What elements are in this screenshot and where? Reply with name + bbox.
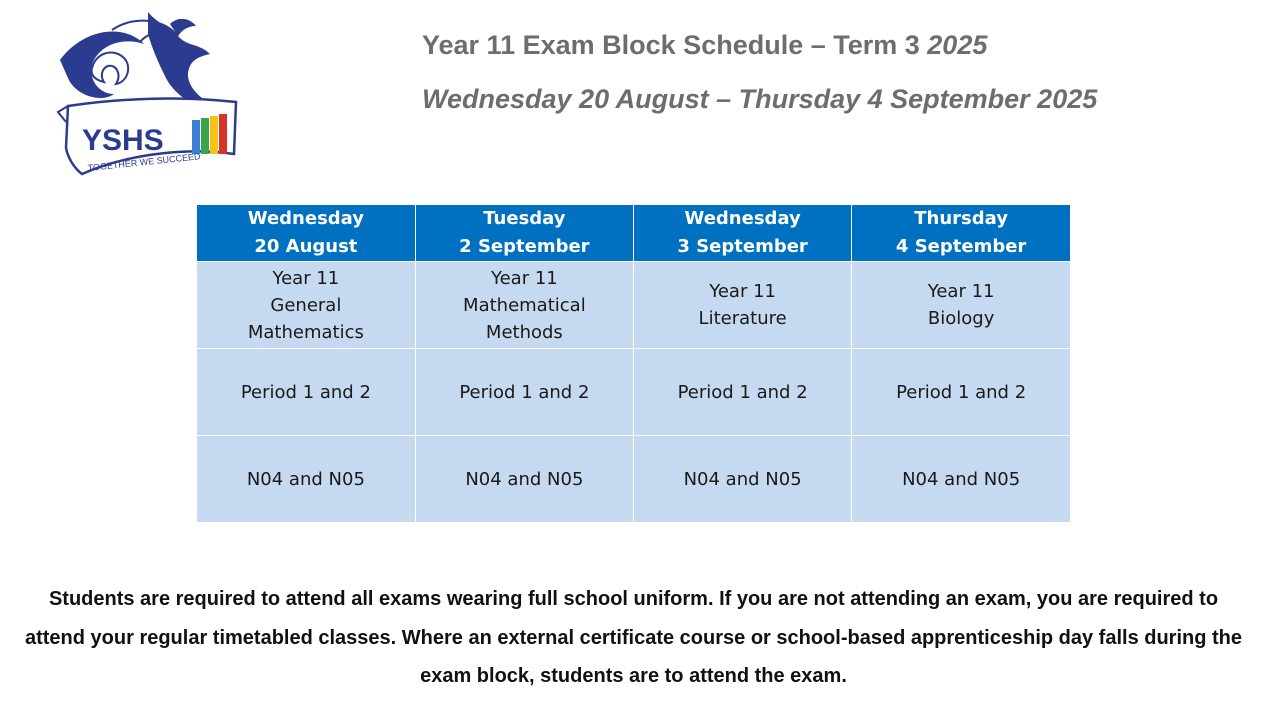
header-day: Wednesday bbox=[247, 208, 364, 229]
subject-line: Year 11 bbox=[491, 267, 558, 289]
logo-stripe-yellow bbox=[210, 116, 218, 154]
subject-line: Year 11 bbox=[927, 281, 995, 302]
table-row-subject bbox=[197, 262, 1070, 349]
subject-line: Methods bbox=[485, 321, 563, 343]
subject-line: Literature bbox=[698, 308, 787, 329]
logo-wave-curl bbox=[92, 53, 129, 84]
header-date: 2 September bbox=[459, 236, 590, 257]
room-cell: N04 and N05 bbox=[415, 436, 633, 523]
subject-cell bbox=[634, 262, 852, 349]
subject-line: Mathematics bbox=[247, 321, 364, 343]
header-cell bbox=[634, 205, 852, 262]
logo-stripe-blue bbox=[192, 120, 200, 154]
room-cell: N04 and N05 bbox=[197, 436, 415, 523]
period-cell: Period 1 and 2 bbox=[415, 349, 633, 436]
school-logo bbox=[52, 8, 242, 183]
subject-cell bbox=[852, 262, 1070, 349]
subject-cell bbox=[197, 262, 415, 349]
header-date: 20 August bbox=[254, 236, 358, 257]
room-cell: N04 and N05 bbox=[634, 436, 852, 523]
title-year: 2025 bbox=[927, 30, 988, 60]
period-cell: Period 1 and 2 bbox=[634, 349, 852, 436]
logo-text: YSHS bbox=[82, 124, 164, 157]
room-cell: N04 and N05 bbox=[852, 436, 1070, 523]
header-cell bbox=[415, 205, 633, 262]
period-cell: Period 1 and 2 bbox=[852, 349, 1070, 436]
logo-stripe-red bbox=[219, 114, 227, 154]
subject-line: Year 11 bbox=[709, 281, 776, 302]
table-header-row bbox=[197, 205, 1070, 262]
attendance-notice: Students are required to attend all exams wearing full school uniform. If you are not attending an exam, you are required to attend your regular timetabled classes. Where an external certificate course or school-based apprenticeship day falls during the exam block, students are to attend the exam. bbox=[24, 588, 1243, 687]
page-title bbox=[422, 30, 987, 61]
table-row-period bbox=[197, 349, 1070, 436]
subject-cell bbox=[415, 262, 633, 349]
header-day: Wednesday bbox=[684, 208, 801, 229]
header-day: Thursday bbox=[914, 208, 1008, 229]
subject-line: Year 11 bbox=[272, 267, 340, 289]
title-main: Year 11 Exam Block Schedule – Term 3 bbox=[422, 30, 928, 60]
header-cell bbox=[852, 205, 1070, 262]
logo-stripe-green bbox=[201, 118, 209, 154]
subject-line: Biology bbox=[927, 308, 995, 329]
table-row-room bbox=[197, 436, 1070, 523]
header-date: 3 September bbox=[677, 236, 808, 257]
logo-motto: TOGETHER WE SUCCEED bbox=[87, 151, 201, 173]
header-date: 4 September bbox=[895, 236, 1027, 257]
header-cell bbox=[197, 205, 415, 262]
subject-line: General bbox=[270, 294, 342, 316]
exam-schedule-table bbox=[197, 205, 1070, 522]
period-cell: Period 1 and 2 bbox=[197, 349, 415, 436]
subject-line: Mathematical bbox=[463, 294, 586, 316]
page-subtitle: Wednesday 20 August – Thursday 4 September 2025 bbox=[422, 84, 1098, 114]
header-day: Tuesday bbox=[483, 208, 566, 229]
